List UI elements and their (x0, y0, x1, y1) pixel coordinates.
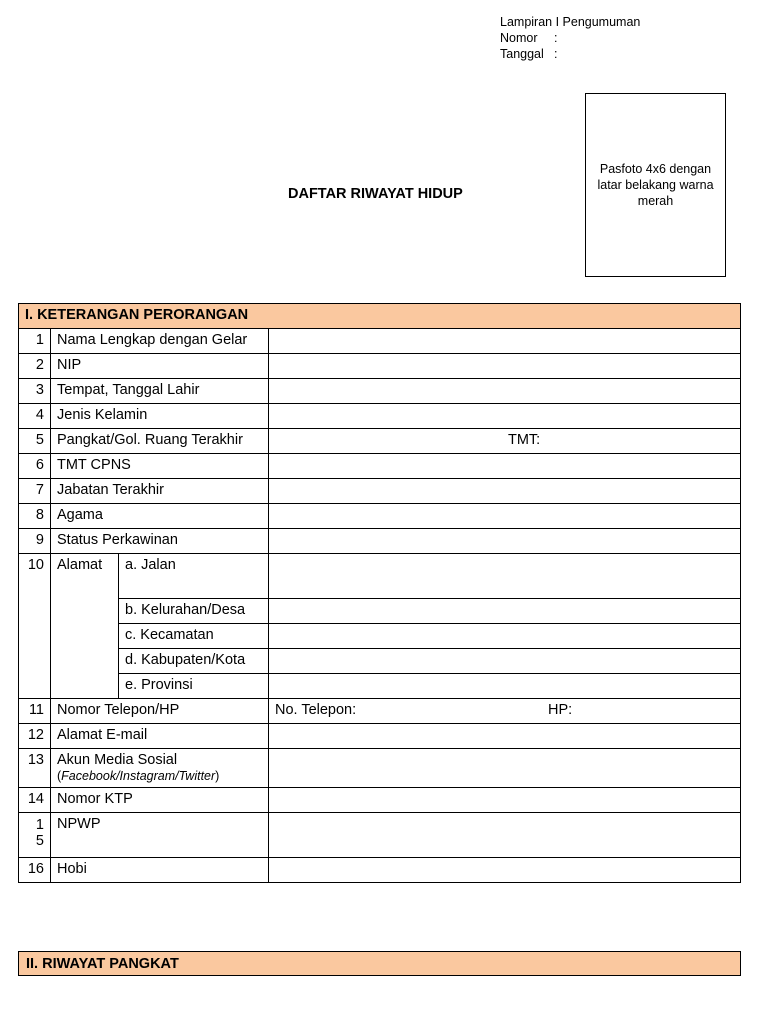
section-2-title: II. RIWAYAT PANGKAT (19, 952, 741, 976)
table-row (19, 354, 741, 379)
row-label: Pangkat/Gol. Ruang Terakhir (51, 429, 269, 454)
photo-placeholder (585, 93, 726, 277)
section-2-table (18, 951, 741, 976)
attachment-line: Lampiran I Pengumuman (500, 15, 641, 29)
tanggal-separator: : (554, 47, 558, 61)
table-row (19, 479, 741, 504)
table-row (19, 813, 741, 858)
table-row (19, 788, 741, 813)
row-label: Status Perkawinan (51, 529, 269, 554)
row-number: 9 (19, 529, 51, 554)
field-jenis-kelamin[interactable] (269, 404, 741, 429)
table-row (19, 429, 741, 454)
field-jabatan[interactable] (269, 479, 741, 504)
tmt-label: TMT: (508, 432, 541, 448)
table-row (19, 329, 741, 354)
field-nip[interactable] (269, 354, 741, 379)
telepon-label: No. Telepon: (275, 702, 357, 718)
row-number: 16 (19, 858, 51, 883)
table-row (19, 649, 741, 674)
row-number: 6 (19, 454, 51, 479)
field-kabupaten[interactable] (269, 649, 741, 674)
field-npwp[interactable] (269, 813, 741, 858)
table-row (19, 724, 741, 749)
row-label: NIP (51, 354, 269, 379)
row-label: Agama (51, 504, 269, 529)
address-part-label: d. Kabupaten/Kota (119, 649, 269, 674)
field-hobi[interactable] (269, 858, 741, 883)
table-row (19, 599, 741, 624)
section-1-title: I. KETERANGAN PERORANGAN (19, 304, 741, 329)
row-number: 12 (19, 724, 51, 749)
field-status-perkawinan[interactable] (269, 529, 741, 554)
table-row (19, 504, 741, 529)
table-row (19, 404, 741, 429)
personal-info-table (18, 303, 741, 883)
row-label: Alamat (51, 554, 119, 699)
table-row (19, 624, 741, 649)
field-ktp[interactable] (269, 788, 741, 813)
row-number: 1 5 (19, 813, 51, 858)
row-label: NPWP (51, 813, 269, 858)
row-number: 8 (19, 504, 51, 529)
field-jalan[interactable] (269, 554, 741, 599)
attachment-header (500, 14, 640, 62)
row-label: Hobi (51, 858, 269, 883)
address-part-label: e. Provinsi (119, 674, 269, 699)
row-number: 1 (19, 329, 51, 354)
field-media-sosial[interactable] (269, 749, 741, 788)
row-label: Jenis Kelamin (51, 404, 269, 429)
table-row (19, 699, 741, 724)
table-row (19, 379, 741, 404)
row-number: 4 (19, 404, 51, 429)
field-agama[interactable] (269, 504, 741, 529)
field-kelurahan[interactable] (269, 599, 741, 624)
social-media-platforms: Facebook/Instagram/Twitter (61, 769, 216, 783)
row-number: 14 (19, 788, 51, 813)
field-ttl[interactable] (269, 379, 741, 404)
row-number: 11 (19, 699, 51, 724)
row-label: Jabatan Terakhir (51, 479, 269, 504)
nomor-label: Nomor (500, 31, 538, 45)
field-kecamatan[interactable] (269, 624, 741, 649)
table-row (19, 749, 741, 788)
row-number: 2 (19, 354, 51, 379)
row-label: Tempat, Tanggal Lahir (51, 379, 269, 404)
address-part-label: c. Kecamatan (119, 624, 269, 649)
row-number: 10 (19, 554, 51, 699)
row-number: 3 (19, 379, 51, 404)
address-part-label: b. Kelurahan/Desa (119, 599, 269, 624)
photo-placeholder-text: Pasfoto 4x6 dengan latar belakang warna merah (597, 162, 714, 208)
field-nama[interactable] (269, 329, 741, 354)
row-number: 5 (19, 429, 51, 454)
social-media-note: (Facebook/Instagram/Twitter) (57, 769, 220, 783)
document-title: DAFTAR RIWAYAT HIDUP (288, 186, 463, 202)
hp-label: HP: (548, 702, 573, 718)
section-2-header (19, 952, 741, 976)
tanggal-label: Tanggal (500, 47, 544, 61)
nomor-separator: : (554, 31, 558, 45)
field-provinsi[interactable] (269, 674, 741, 699)
table-row (19, 454, 741, 479)
row-label (51, 749, 269, 788)
address-part-label: a. Jalan (119, 554, 269, 599)
row-label-text: Akun Media Sosial (57, 752, 178, 768)
row-number: 13 (19, 749, 51, 788)
field-pangkat[interactable] (269, 429, 741, 454)
row-number: 7 (19, 479, 51, 504)
field-tmt-cpns[interactable] (269, 454, 741, 479)
table-row (19, 858, 741, 883)
row-label: Nomor KTP (51, 788, 269, 813)
table-row (19, 554, 741, 599)
section-1-header (19, 304, 741, 329)
row-label: TMT CPNS (51, 454, 269, 479)
row-label: Alamat E-mail (51, 724, 269, 749)
field-telepon[interactable] (269, 699, 741, 724)
field-email[interactable] (269, 724, 741, 749)
row-label: Nomor Telepon/HP (51, 699, 269, 724)
table-row (19, 674, 741, 699)
table-row (19, 529, 741, 554)
row-label: Nama Lengkap dengan Gelar (51, 329, 269, 354)
